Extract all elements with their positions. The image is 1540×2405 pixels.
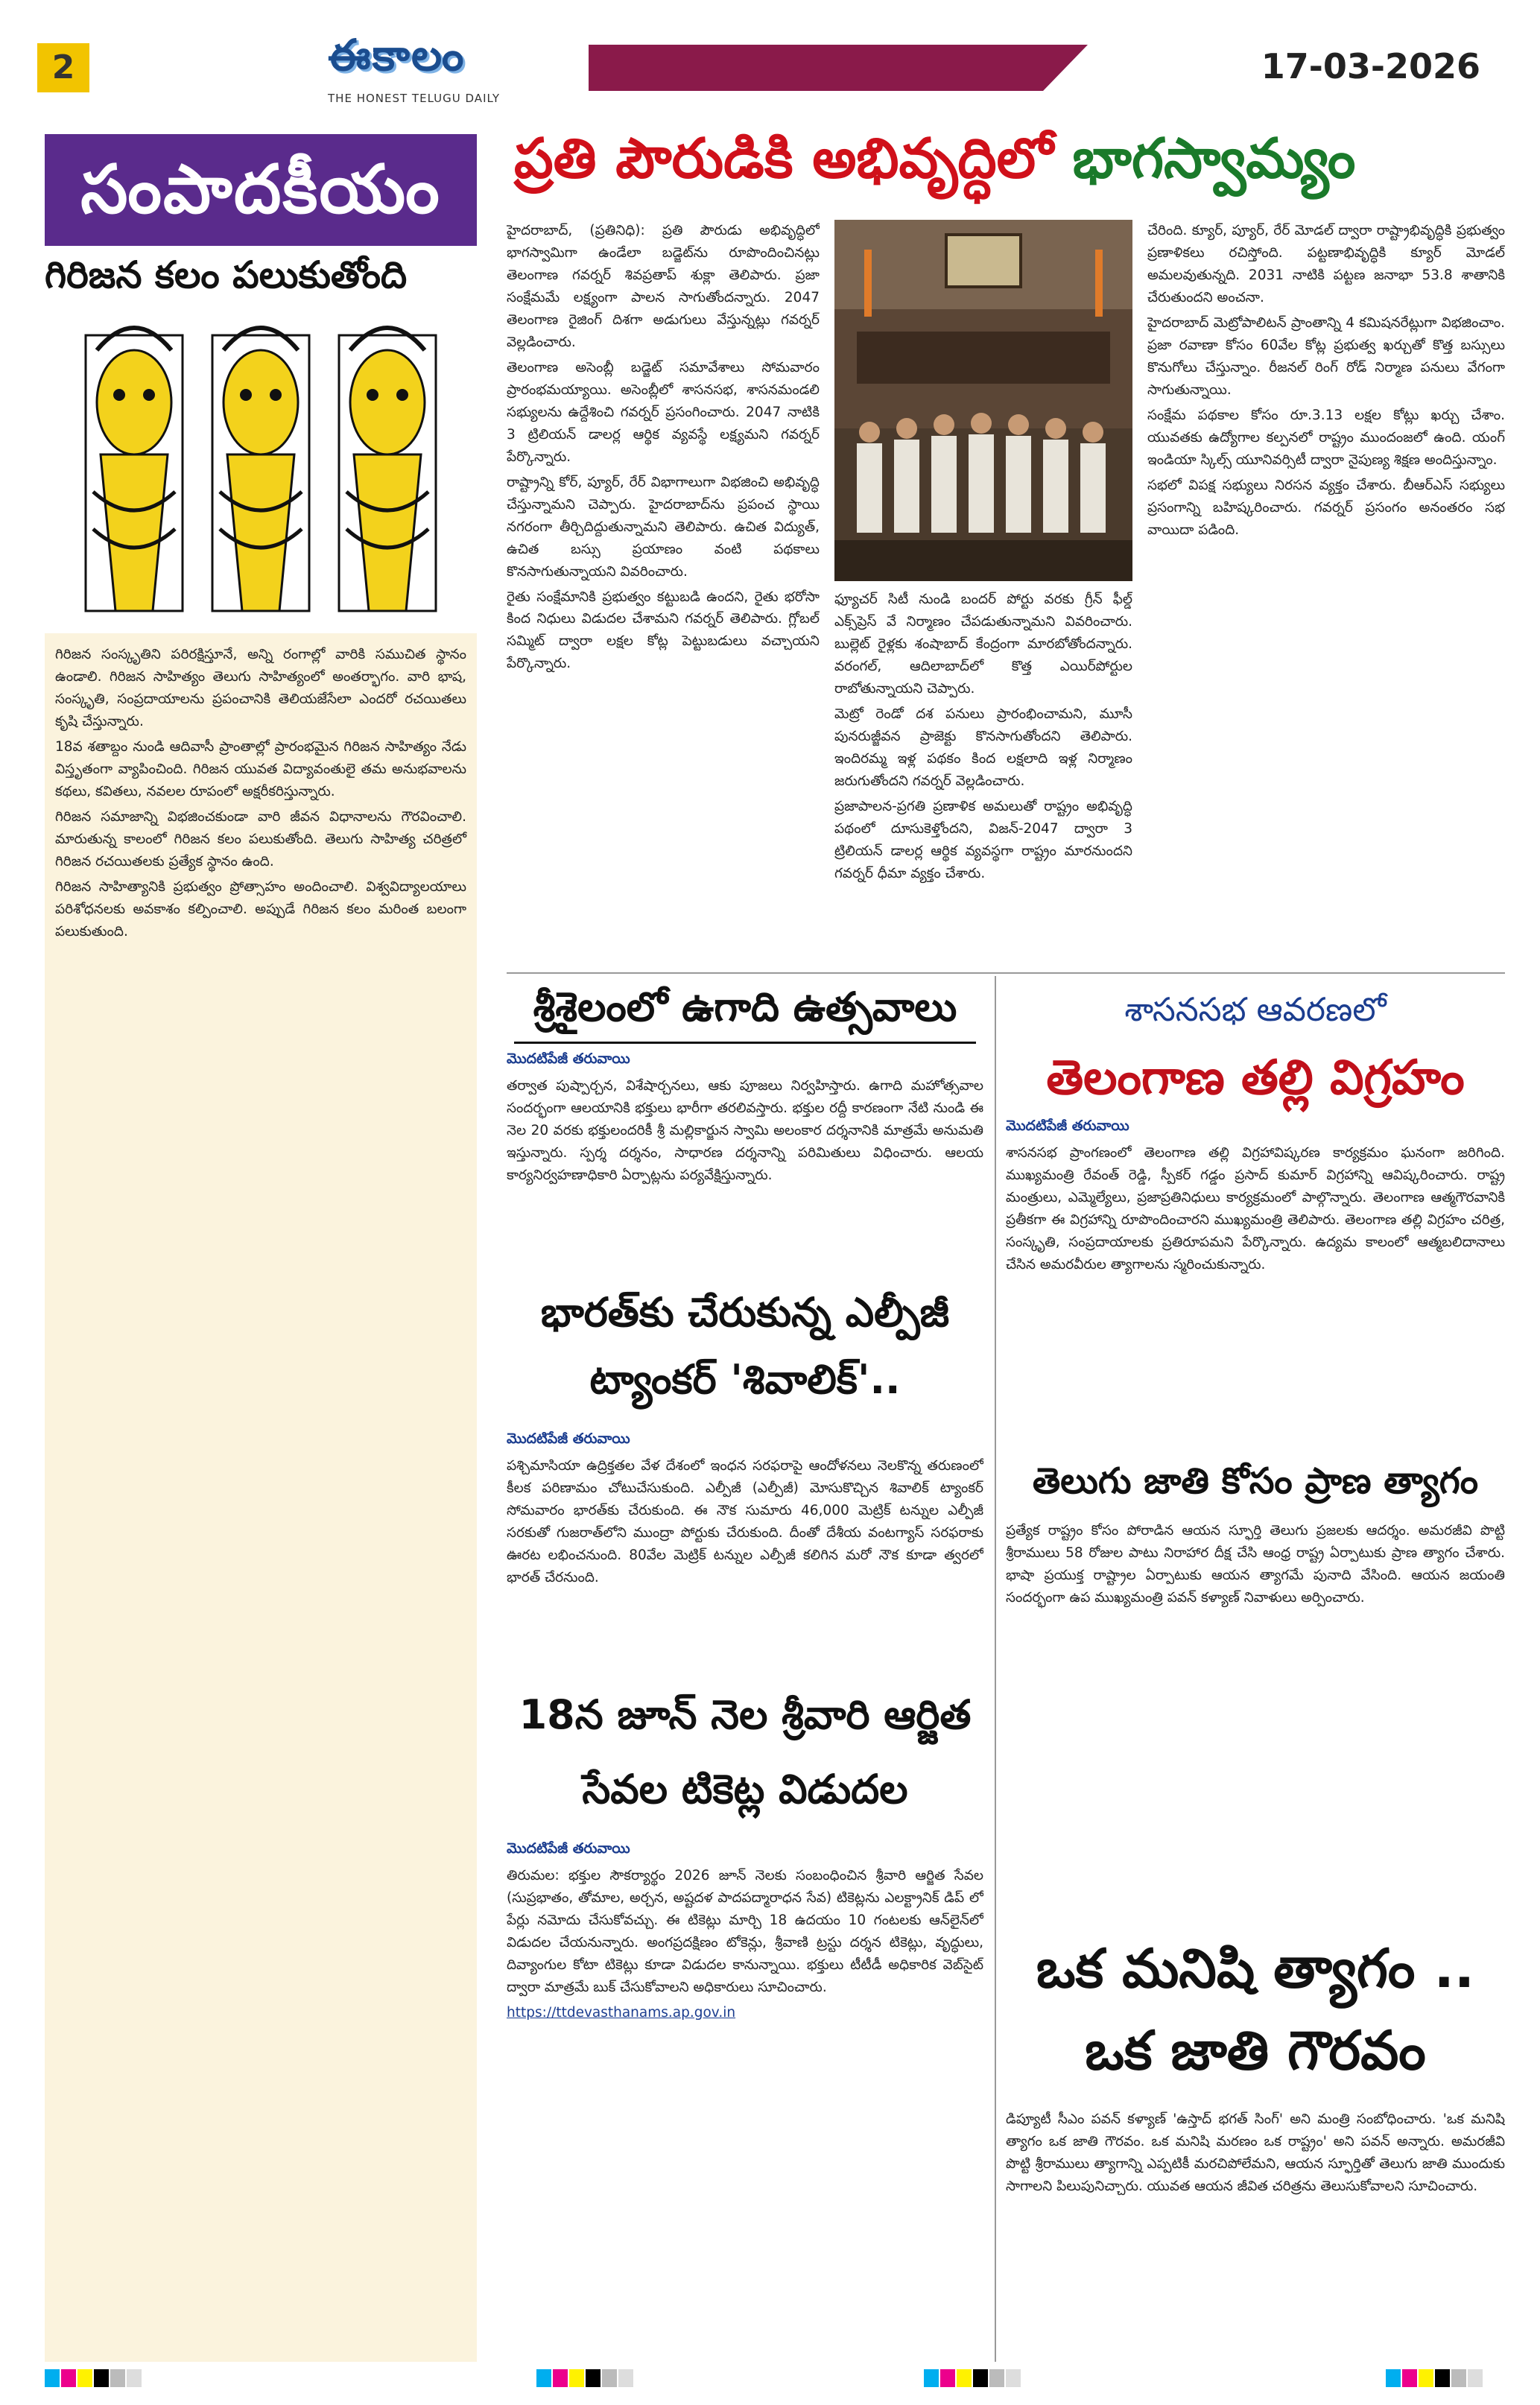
header-bar <box>589 45 1043 91</box>
editorial-banner <box>45 134 477 246</box>
main-story-paragraph: రైతు సంక్షేమానికి ప్రభుత్వం కట్టుబడి ఉందని, రైతు భరోసా కింద నిధులు విడుదల చేశామని గవర్నర్ తెలిపారు. గ్లోబల్ సమ్మిట్ ద్వారా లక్షల కోట్ల పెట్టుబడులు వచ్చాయని పేర్కొన్నారు. <box>507 589 820 672</box>
main-headline-part2: భాగస్వామ్యం <box>1072 127 1356 191</box>
main-story-column-3 <box>1147 220 1505 965</box>
tribal-art-illustration <box>71 305 451 618</box>
telugu-jaati-story <box>1006 1520 1505 1922</box>
ttd-byline: మొదటిపేజీ తరువాయి <box>507 1840 630 1857</box>
tribal-face-2 <box>212 328 309 611</box>
color-bar-group <box>1386 2369 1483 2387</box>
main-story-paragraph: సభలో విపక్ష సభ్యులు నిరసన వ్యక్తం చేశారు. బీఆర్ఎస్ సభ్యులు ప్రసంగాన్ని బహిష్కరించారు. గవర్నర్ ప్రసంగం అనంతరం సభ వాయిదా పడింది. <box>1147 477 1505 538</box>
editorial-paragraph: గిరిజన సమాజాన్ని విభజించకుండా వారి జీవన విధానాలను గౌరవించాలి. మారుతున్న కాలంలో గిరిజన కలం పలుకుతోంది. తెలుగు సాహిత్య చరిత్రలో గిరిజన రచయితలకు ప్రత్యేక స్థానం ఉంది. <box>55 808 466 869</box>
main-headline <box>514 127 1505 209</box>
statue-byline: మొదటిపేజీ తరువాయి <box>1006 1118 1129 1134</box>
statue-headline: తెలంగాణ తల్లి విగ్రహం <box>1046 1051 1465 1106</box>
editorial-paragraph: గిరిజన సాహిత్యానికి ప్రభుత్వం ప్రోత్సాహం అందించాలి. విశ్వవిద్యాలయాలు పరిశోధనలకు అవకాశం కల్పించాలి. అప్పుడే గిరిజన కలం మరింత బలంగా పలుకుతుంది. <box>55 878 466 939</box>
srisailam-story <box>507 1051 983 1274</box>
issue-date: 17-03-2026 <box>1261 46 1480 86</box>
srisailam-byline: మొదటిపేజీ తరువాయి <box>507 1051 630 1067</box>
telugu-jaati-text: ప్రత్యేక రాష్ట్రం కోసం పోరాడిన ఆయన స్ఫూర్తి తెలుగు ప్రజలకు ఆదర్శం. అమరజీవి పొట్టి శ్రీరాములు 58 రోజుల పాటు నిరాహార దీక్ష చేసి ఆంధ్ర రాష్ట్ర ఏర్పాటుకు ప్రాణ త్యాగం చేశారు. భాషా ప్రయుక్త రాష్ట్రాల ఏర్పాటుకు ఆయన త్యాగమే పునాది వేసింది. ఆయన జయంతి సందర్భంగా ఉప ముఖ్యమంత్రి పవన్ కళ్యాణ్ నివాళులు అర్పించారు. <box>1006 1523 1505 1606</box>
sacrifice-text: డిప్యూటీ సీఎం పవన్ కళ్యాణ్ 'ఉస్తాద్ భగత్ సింగ్' అని మంత్రి సంబోధించారు. 'ఒక మనిషి త్యాగం ఒక జాతి గౌరవం. ఒక మనిషి మరణం ఒక రాష్ట్రం' అని పవన్ అన్నారు. అమరజీవి పొట్టి శ్రీరాములు త్యాగాన్ని ఎప్పటికీ మరచిపోలేమని, ఆయన స్ఫూర్తితో తెలుగు జాతి ముందుకు సాగాలని పిలుపునిచ్చారు. యువత ఆయన జీవిత చరిత్రను తెలుసుకోవాలని సూచించారు. <box>1006 2111 1505 2194</box>
color-bar-group <box>536 2369 633 2387</box>
main-story-column-2 <box>834 589 1132 969</box>
page-number: 2 <box>37 43 89 92</box>
ttd-text: తిరుమల: భక్తుల సౌకర్యార్థం 2026 జూన్ నెలకు సంబంధించిన శ్రీవారి ఆర్జిత సేవల (సుప్రభాతం, తోమాల, అర్చన, అష్టదళ పాదపద్మారాధన సేవ) టికెట్లను ఎలక్ట్రానిక్ డిప్ లో పేర్లు నమోదు చేసుకోవచ్చు. ఈ టికెట్లు మార్చి 18 ఉదయం 10 గంటలకు ఆన్‌లైన్‌లో విడుదల చేయనున్నారు. అంగప్రదక్షిణం టోకెన్లు, శ్రీవాణి ట్రస్టు దర్శన టికెట్లు, వృద్ధులు, దివ్యాంగుల కోటా టికెట్లు కూడా విడుదల కానున్నాయి. భక్తులు టీటీడీ అధికారిక వెబ్‌సైట్ ద్వారా మాత్రమే బుక్ చేసుకోవాలని అధికారులు సూచించారు. <box>507 1868 983 1995</box>
lpg-headline-line1: భారత్‌కు చేరుకున్న ఎల్పీజీ <box>540 1289 950 1336</box>
main-story-paragraph: చేరింది. క్యూర్, ప్యూర్, రేర్ మోడల్ ద్వారా రాష్ట్రాభివృద్ధికి ప్రభుత్వం ప్రణాళికలు రచిస్తోంది. పట్టణాభివృద్ధికి క్యూర్ మోడల్ అమలవుతున్నది. 2031 నాటికి పట్టణ జనాభా 53.8 శాతానికి చేరుతుందని అంచనా. <box>1147 223 1505 305</box>
main-story-paragraph: రాష్ట్రాన్ని కోర్, ప్యూర్, రేర్ విభాగాలుగా విభజించి అభివృద్ధి చేస్తున్నామని చెప్పారు. హైదరాబాద్‌ను ప్రపంచ స్థాయి నగరంగా తీర్చిదిద్దుతున్నామని తెలిపారు. ఉచిత విద్యుత్, ఉచిత బస్సు ప్రయాణం వంటి పథకాలు కొనసాగుతున్నాయని వివరించారు. <box>507 474 820 580</box>
statue-story <box>1006 1118 1505 1438</box>
ttd-website[interactable]: https://ttdevasthanams.ap.gov.in <box>507 2004 736 2021</box>
statue-text: శాసనసభ ప్రాంగణంలో తెలంగాణ తల్లి విగ్రహావిష్కరణ కార్యక్రమం ఘనంగా జరిగింది. ముఖ్యమంత్రి రేవంత్ రెడ్డి, స్పీకర్ గడ్డం ప్రసాద్ కుమార్ విగ్రహాన్ని ఆవిష్కరించారు. రాష్ట్ర మంత్రులు, ఎమ్మెల్యేలు, ప్రజాప్రతినిధులు కార్యక్రమంలో పాల్గొన్నారు. తెలంగాణ ఆత్మగౌరవానికి ప్రతీకగా ఈ విగ్రహాన్ని రూపొందించారని ముఖ్యమంత్రి తెలిపారు. తెలంగాణ తల్లి విగ్రహం చరిత్ర, సంస్కృతి, సంప్రదాయాలకు ప్రతిరూపమని పేర్కొన్నారు. ఉద్యమ కాలంలో ఆత్మబలిదానాలు చేసిన అమరవీరుల త్యాగాలను స్మరించుకున్నారు. <box>1006 1145 1505 1273</box>
statue-kicker: శాసనసభ ఆవరణలో <box>1124 991 1387 1029</box>
sacrifice-headline-line2: ఒక జాతి గౌరవం <box>1085 2019 1426 2082</box>
editorial-paragraph: 18వ శతాబ్దం నుండి ఆదివాసీ ప్రాంతాల్లో ప్రారంభమైన గిరిజన సాహిత్యం నేడు విస్తృతంగా వ్యాపించింది. గిరిజన యువత విద్యావంతులై తమ అనుభవాలను కథలు, కవితలు, నవలల రూపంలో అక్షరీకరిస్తున్నారు. <box>55 738 466 799</box>
lpg-byline: మొదటిపేజీ తరువాయి <box>507 1430 630 1447</box>
tribal-face-3 <box>339 328 436 611</box>
main-story-paragraph: హైదరాబాద్ మెట్రోపాలిటన్ ప్రాంతాన్ని 4 కమిషనరేట్లుగా విభజించాం. ప్రజా రవాణా కోసం 60వేల కోట్ల ప్రభుత్వ ఖర్చుతో కొత్త బస్సులు కొనుగోలు చేస్తున్నాం. రీజనల్ రింగ్ రోడ్ నిర్మాణ పనులు వేగంగా సాగుతున్నాయి. <box>1147 314 1505 398</box>
logo-text: ఈకాలం <box>328 30 466 80</box>
main-story-paragraph: మెట్రో రెండో దశ పనులు ప్రారంభించామని, మూసీ పునరుజ్జీవన ప్రాజెక్టు కొనసాగుతోందని తెలిపారు. ఇందిరమ్మ ఇళ్ల పథకం కింద లక్షలాది ఇళ్ల నిర్మాణం జరుగుతోందని గవర్నర్ వెల్లడించారు. <box>834 706 1132 789</box>
srisailam-text: తర్వాత పుష్పార్చన, విశేషార్చనలు, ఆకు పూజలు నిర్వహిస్తారు. ఉగాది మహోత్సవాల సందర్భంగా ఆలయానికి భక్తులు భారీగా తరలివస్తారు. భక్తుల రద్దీ కారణంగా నేటి నుండి ఈ నెల 20 వరకు భక్తులందరికీ శ్రీ మల్లికార్జున స్వామి అలంకార దర్శనానికి మాత్రమే అనుమతి ఇస్తున్నారు. స్పర్శ దర్శనం, సాధారణ దర్శనాన్ని పరిమితులు విధించారు. ఆలయ కార్యనిర్వహణాధికారి ఏర్పాట్లను పర్యవేక్షిస్తున్నారు. <box>507 1078 983 1183</box>
printer-color-bars <box>45 2369 1505 2389</box>
ttd-story <box>507 1840 983 2347</box>
main-story-column-1 <box>507 220 820 965</box>
srisailam-headline: శ్రీశైలంలో ఉగాది ఉత్సవాలు <box>533 983 957 1030</box>
assembly-photo <box>834 220 1132 581</box>
tribal-face-1 <box>86 328 183 611</box>
lpg-story <box>507 1430 983 1669</box>
main-headline-part1: ప్రతి పౌరుడికి అభివృద్ధిలో <box>514 127 1073 191</box>
color-bar-group <box>45 2369 142 2387</box>
section-divider <box>507 972 1505 974</box>
editorial-subheading: గిరిజన కలం పలుకుతోంది <box>45 253 408 297</box>
sacrifice-story <box>1006 2108 1505 2354</box>
color-bar-group <box>924 2369 1021 2387</box>
lpg-headline-line2: ట్యాంకర్ 'శివాలిక్'.. <box>589 1356 901 1403</box>
headline-underline <box>514 1042 976 1044</box>
main-story-paragraph: తెలంగాణ అసెంబ్లీ బడ్జెట్ సమావేశాలు సోమవారం ప్రారంభమయ్యాయి. అసెంబ్లీలో శాసనసభ, శాసనమండలి సభ్యులను ఉద్దేశించి గవర్నర్ ప్రసంగించారు. 2047 నాటికి 3 ట్రిలియన్ డాలర్ల ఆర్థిక వ్యవస్థే లక్ష్యమని గవర్నర్ పేర్కొన్నారు. <box>507 359 820 465</box>
editorial-body <box>45 633 477 2362</box>
column-divider <box>995 976 996 2362</box>
main-story-paragraph: సంక్షేమ పథకాల కోసం రూ.3.13 లక్షల కోట్లు ఖర్చు చేశాం. యువతకు ఉద్యోగాల కల్పనలో రాష్ట్రం ముందంజలో ఉంది. యంగ్ ఇండియా స్కిల్స్ యూనివర్సిటీ ద్వారా నైపుణ్య శిక్షణ అందిస్తున్నాం. <box>1147 407 1505 468</box>
ttd-headline-line1: 18న జూన్ నెల శ్రీవారి ఆర్జిత <box>519 1691 972 1738</box>
header-bar-end <box>1043 45 1088 91</box>
main-story-paragraph: ప్రజాపాలన-ప్రగతి ప్రణాళిక అమలుతో రాష్ట్రం అభివృద్ధి పథంలో దూసుకెళ్తోందని, విజన్-2047 ద్వారా 3 ట్రిలియన్ డాలర్ల ఆర్థిక వ్యవస్థగా రాష్ట్రం మారనుందని గవర్నర్ ధీమా వ్యక్తం చేశారు. <box>834 798 1132 881</box>
editorial-paragraph: గిరిజన సంస్కృతిని పరిరక్షిస్తూనే, అన్ని రంగాల్లో వారికి సముచిత స్థానం ఉండాలి. గిరిజన సాహిత్యం తెలుగు సాహిత్యంలో అంతర్భాగం. వారి భాష, సంస్కృతి, సంప్రదాయాలను ప్రపంచానికి తెలియజేసేలా ఎందరో రచయితలు కృషి చేస్తున్నారు. <box>55 647 466 729</box>
main-story-paragraph: ఫ్యూచర్ సిటీ నుండి బందర్ పోర్టు వరకు గ్రీన్ ఫీల్డ్ ఎక్స్‌ప్రెస్ వే నిర్మాణం చేపడుతున్నామని వివరించారు. బుల్లెట్ రైళ్లకు శంషాబాద్ కేంద్రంగా మారబోతోందన్నారు. వరంగల్, ఆదిలాబాద్‌లో కొత్త ఎయిర్‌పోర్టుల రాబోతున్నాయని చెప్పారు. <box>834 592 1132 697</box>
main-story-paragraph: హైదరాబాద్, (ప్రతినిధి): ప్రతి పౌరుడు అభివృద్ధిలో భాగస్వామిగా ఉండేలా బడ్జెట్‌ను రూపొందించినట్లు తెలంగాణ గవర్నర్ శివప్రతాప్ శుక్లా తెలిపారు. ప్రజా సంక్షేమమే లక్ష్యంగా పాలన సాగుతోందన్నారు. 2047 తెలంగాణ రైజింగ్ దిశగా అడుగులు వేస్తున్నట్లు గవర్నర్ వెల్లడించారు. <box>507 223 820 350</box>
lpg-text: పశ్చిమాసియా ఉద్రిక్తతల వేళ దేశంలో ఇంధన సరఫరాపై ఆందోళనలు నెలకొన్న తరుణంలో కీలక పరిణామం చోటుచేసుకుంది. ఎల్పీజీ (ఎల్పీజీ) మోసుకొచ్చిన శివాలిక్ ట్యాంకర్ సోమవారం భారత్‌కు చేరుకుంది. ఈ నౌక సుమారు 46,000 మెట్రిక్ టన్నుల ఎల్పీజీ సరకుతో గుజరాత్‌లోని ముంద్రా పోర్టుకు చేరుకుంది. దీంతో దేశీయ వంటగ్యాస్ సరఫరాకు ఊరట లభించనుంది. 80వేల మెట్రిక్ టన్నుల ఎల్పీజీ కలిగిన మరో నౌక కూడా త్వరలో భారత్ చేరనుంది. <box>507 1458 983 1585</box>
sacrifice-headline-line1: ఒక మనిషి త్యాగం .. <box>1036 1937 1475 2000</box>
logo-tagline: THE HONEST TELUGU DAILY <box>328 92 501 105</box>
newspaper-logo <box>328 30 581 104</box>
telugu-jaati-headline: తెలుగు జాతి కోసం ప్రాణ త్యాగం <box>1032 1460 1479 1502</box>
page-header <box>37 30 1503 112</box>
ttd-headline-line2: సేవల టికెట్ల విడుదల <box>582 1766 908 1813</box>
editorial-heading: సంపాదకీయం <box>80 150 441 229</box>
